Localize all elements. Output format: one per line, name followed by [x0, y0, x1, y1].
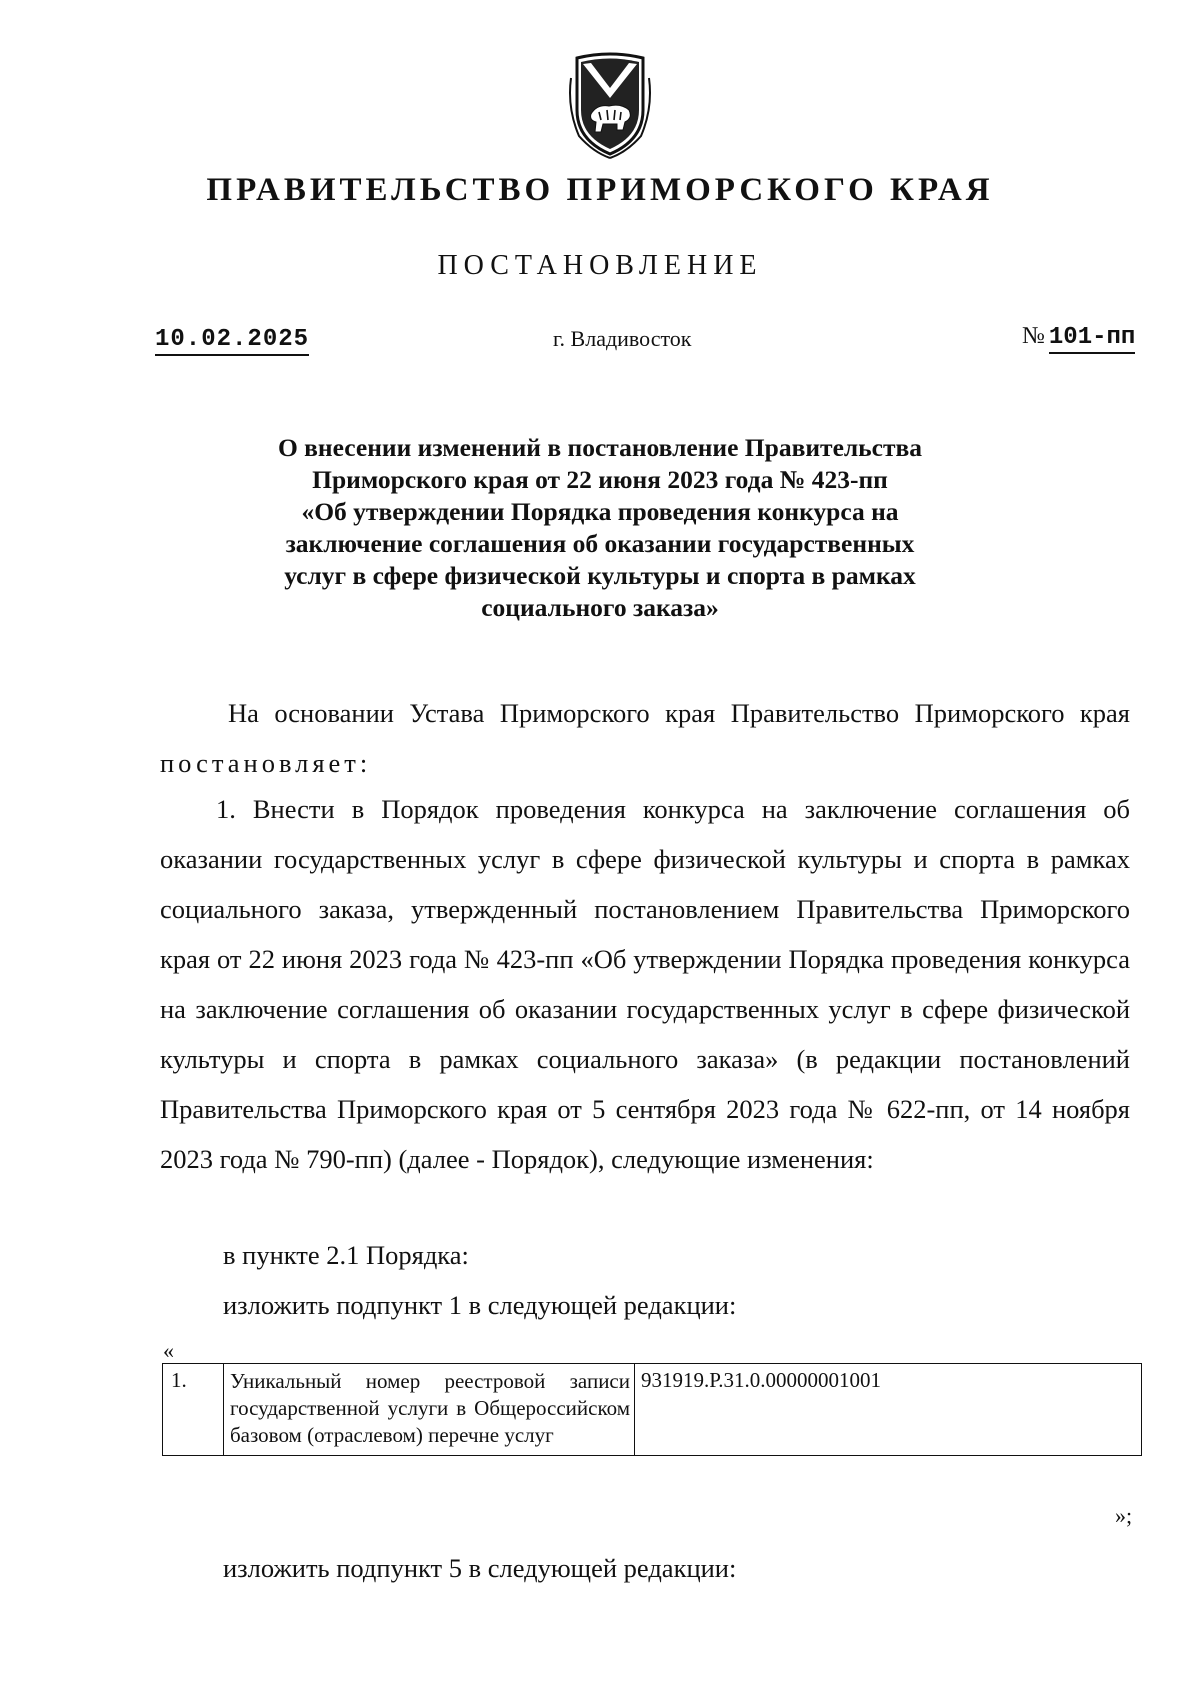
intro-paragraph: [160, 688, 1130, 788]
amendment-table: [162, 1363, 1142, 1456]
table-cell-value: 931919.Р.31.0.00000001001: [635, 1364, 1142, 1456]
table-row: [163, 1364, 1142, 1456]
heading-line: О внесении изменений в постановление Правительства: [277, 433, 923, 462]
heading-line: социального заказа»: [481, 593, 719, 622]
document-city: г. Владивосток: [553, 326, 692, 351]
document-heading: [200, 432, 1000, 624]
subpoint-5-line: изложить подпункт 5 в следующей редакции:: [223, 1553, 737, 1583]
quote-open: «: [163, 1338, 174, 1363]
table-cell-name: Уникальный номер реестровой записи государственной услуги в Общероссийском базовом (отраслевом) перечне услуг: [224, 1364, 635, 1456]
quote-close: »;: [1115, 1503, 1133, 1528]
intro-resolve-word: постановляет:: [160, 748, 372, 778]
heading-line: заключение соглашения об оказании государственных: [285, 529, 915, 558]
organization-title: ПРАВИТЕЛЬСТВО ПРИМОРСКОГО КРАЯ: [206, 172, 994, 208]
document-type: ПОСТАНОВЛЕНИЕ: [437, 250, 763, 281]
table-cell-number: 1.: [163, 1364, 224, 1456]
document-number: 101-пп: [1049, 324, 1135, 354]
item-1-paragraph: 1. Внести в Порядок проведения конкурса на заключение соглашения об оказании государственных услуг в сфере физической культуры и спорта в рамках социального заказа, утвержденный постановлением Правительства Приморского края от 22 июня 2023 года № 423-пп «Об утверждении Порядка проведения конкурса на заключение соглашения об оказании государственных услуг в сфере физической культуры и спорта в рамках социального заказа» (в редакции постановлений Правительства Приморского края от 5 сентября 2023 года № 622-пп, от 14 ноября 2023 года № 790-пп) (далее - Порядок), следующие изменения:: [160, 794, 1130, 1174]
intro-text: На основании Устава Приморского края Правительство Приморского края: [228, 698, 1130, 728]
number-sign: №: [1022, 323, 1045, 349]
document-number-block: [1022, 323, 1135, 351]
heading-line: Приморского края от 22 июня 2023 года № 423-пп: [312, 465, 888, 494]
subpoint-1-line: изложить подпункт 1 в следующей редакции:: [223, 1290, 737, 1320]
heading-line: «Об утверждении Порядка проведения конкурса на: [301, 497, 899, 526]
heading-line: услуг в сфере физической культуры и спорта в рамках: [284, 561, 916, 590]
point-line: в пункте 2.1 Порядка:: [223, 1240, 469, 1270]
coat-of-arms-emblem: [567, 48, 653, 160]
document-date: 10.02.2025: [155, 326, 309, 356]
